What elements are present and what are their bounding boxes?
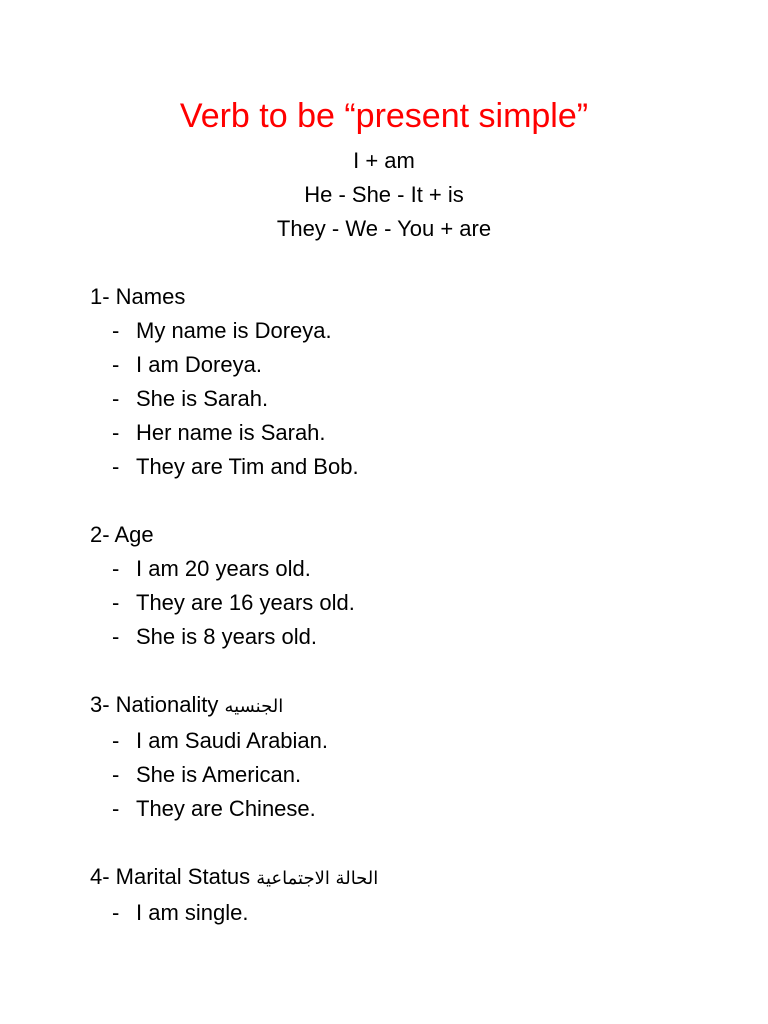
conjugation-rules <box>0 144 768 246</box>
bullet-dash: - <box>112 454 120 479</box>
list-item <box>90 896 730 930</box>
page-title: Verb to be “present simple” <box>179 97 589 135</box>
list-item <box>90 758 730 792</box>
list-item <box>90 416 730 450</box>
section-heading-label: 1- Names <box>90 284 186 309</box>
bullet-dash: - <box>112 796 120 821</box>
list-item-text: They are Chinese. <box>136 796 316 821</box>
list-item <box>90 450 730 484</box>
section-names <box>90 280 730 484</box>
list-item-text: They are 16 years old. <box>136 590 355 615</box>
list-item-text: She is Sarah. <box>136 386 269 411</box>
list-item-text: She is American. <box>136 762 302 787</box>
list-item <box>90 348 730 382</box>
section-heading <box>90 280 730 314</box>
list-item <box>90 620 730 654</box>
list-item <box>90 586 730 620</box>
list-item <box>90 552 730 586</box>
section-heading-label: 2- Age <box>90 522 154 547</box>
list-item-text: I am 20 years old. <box>136 556 311 581</box>
section-marital-status <box>90 860 730 930</box>
list-item-text: Her name is Sarah. <box>136 420 326 445</box>
section-heading <box>90 688 730 724</box>
bullet-dash: - <box>112 556 120 581</box>
list-item <box>90 314 730 348</box>
sections <box>90 280 730 930</box>
bullet-dash: - <box>112 762 120 787</box>
bullet-dash: - <box>112 728 120 753</box>
list-item-text: I am Saudi Arabian. <box>136 728 329 753</box>
section-heading <box>90 860 730 896</box>
bullet-dash: - <box>112 352 120 377</box>
list-item-text: My name is Doreya. <box>136 318 332 343</box>
section-heading <box>90 518 730 552</box>
list-item-text: She is 8 years old. <box>136 624 317 649</box>
bullet-dash: - <box>112 590 120 615</box>
section-nationality <box>90 688 730 826</box>
list-item-text: I am single. <box>136 900 249 925</box>
rule-line: I + am <box>353 148 415 173</box>
list-item <box>90 382 730 416</box>
bullet-dash: - <box>112 900 120 925</box>
list-item <box>90 724 730 758</box>
section-heading-arabic: الحالة الاجتماعية <box>256 868 379 889</box>
section-heading-label: 3- Nationality <box>90 692 219 717</box>
bullet-dash: - <box>112 386 120 411</box>
section-heading-arabic: الجنسيه <box>224 696 284 717</box>
bullet-dash: - <box>112 420 120 445</box>
bullet-dash: - <box>112 624 120 649</box>
list-item <box>90 792 730 826</box>
list-item-text: I am Doreya. <box>136 352 262 377</box>
rule-line: They - We - You + are <box>276 216 492 241</box>
section-heading-label: 4- Marital Status <box>90 864 251 889</box>
rule-line: He - She - It + is <box>304 182 464 207</box>
section-age <box>90 518 730 654</box>
list-item-text: They are Tim and Bob. <box>136 454 359 479</box>
bullet-dash: - <box>112 318 120 343</box>
